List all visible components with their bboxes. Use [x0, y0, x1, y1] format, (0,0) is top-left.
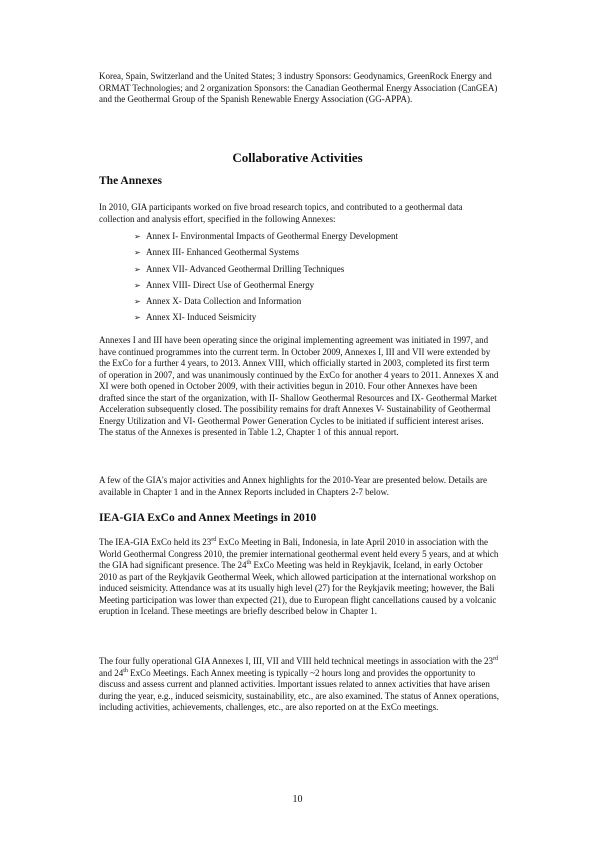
arrow-bullet-icon: ➢ [134, 264, 141, 274]
annex-list-item: ➢ Annex X- Data Collection and Information [134, 294, 398, 310]
annexes-intro-paragraph: In 2010, GIA participants worked on five broad research topics, and contributed to a geothermal data collection and analysis effort, specified in the following Annexes: [99, 202, 463, 224]
annex-list [134, 229, 398, 327]
annex-list-item: ➢ Annex VII- Advanced Geothermal Drilling Techniques [134, 262, 398, 278]
annex-list-item: ➢ Annex XI- Induced Seismicity [134, 310, 398, 326]
annex-list-item: ➢ Annex I- Environmental Impacts of Geothermal Energy Development [134, 229, 398, 245]
intro-paragraph: Korea, Spain, Switzerland and the United States; 3 industry Sponsors: Geodynamics, GreenRock Energy and ORMAT Technologies; and 2 organization Sponsors: the Canadian Geothermal Energy Association (CanGEA) and the Geothermal Group of the Spanish Renewable Energy Association (GG-APPA). [99, 71, 498, 104]
annex-list-item: ➢ Annex VIII- Direct Use of Geothermal Energy [134, 278, 398, 294]
annexes-status-paragraph: Annexes I and III have been operating since the original implementing agreement was initiated in 1997, and have continued programmes into the current term. In October 2009, Annexes I, III and VII were extended by the ExCo for a further 4 years, to 2013. Annex VIII, which officially started in 2003, completed its first term of operation in 2007, and was unanimously continued by the ExCo for another 4 years to 2011. Annexes X and XI were both opened in October 2009, with their activities begun in 2010. Four other Annexes have been drafted since the start of the organization, with II- Shallow Geothermal Resources and IX- Geothermal Market Acceleration subsequently closed. The possibility remains for draft Annexes V- Sustainability of Geothermal Energy Utilization and VI- Geothermal Power Generation Cycles to be initiated if sufficient interest arises. The status of the Annexes is presented in Table 1.2, Chapter 1 of this annual report. [99, 335, 499, 437]
page-number: 10 [292, 794, 303, 805]
arrow-bullet-icon: ➢ [134, 248, 141, 258]
arrow-bullet-icon: ➢ [134, 232, 141, 241]
arrow-bullet-icon: ➢ [134, 297, 141, 307]
highlights-paragraph: A few of the GIA's major activities and Annex highlights for the 2010-Year are presented below. Details are available in Chapter 1 and in the Annex Reports included in Chapters 2-7 below. [99, 475, 488, 497]
exco-meetings-paragraph: The IEA-GIA ExCo held its 23rd ExCo Meeting in Bali, Indonesia, in late April 2010 in association with the World Geothermal Congress 2010, the premier international geothermal event held every 5 years, and at which the GIA had significant presence. The 24th ExCo Meeting was held in Reykjavik, Iceland, in early October 2010 as part of the Reykjavik Geothermal Week, which allowed participation at the international workshop on induced seismicity. Attendance was at its usually high level (27) for the Reykjavik meeting; however, the Bali Meeting participation was lower than expected (21), due to European flight cancellations caused by a volcanic eruption in Iceland. These meetings are briefly described below in Chapter 1. [99, 537, 499, 616]
annex-list-item: ➢ Annex III- Enhanced Geothermal Systems [134, 245, 398, 261]
annexes-heading: The Annexes [99, 175, 162, 187]
arrow-bullet-icon: ➢ [134, 280, 141, 290]
section-title: Collaborative Activities [232, 150, 363, 165]
annex-meetings-paragraph: The four fully operational GIA Annexes I, III, VII and VIII held technical meetings in association with the 23rd and 24th ExCo Meetings. Each Annex meeting is typically ~2 hours long and provides the opportunity to discuss and assess current and planned activities. Important issues related to annex activities that have arisen during the year, e.g., induced seismicity, sustainability, etc., are also examined. The status of Annex operations, including activities, achievements, challenges, etc., are also reported on at the ExCo meetings. [99, 656, 499, 712]
arrow-bullet-icon: ➢ [134, 313, 141, 323]
meetings-heading: IEA-GIA ExCo and Annex Meetings in 2010 [99, 512, 317, 524]
